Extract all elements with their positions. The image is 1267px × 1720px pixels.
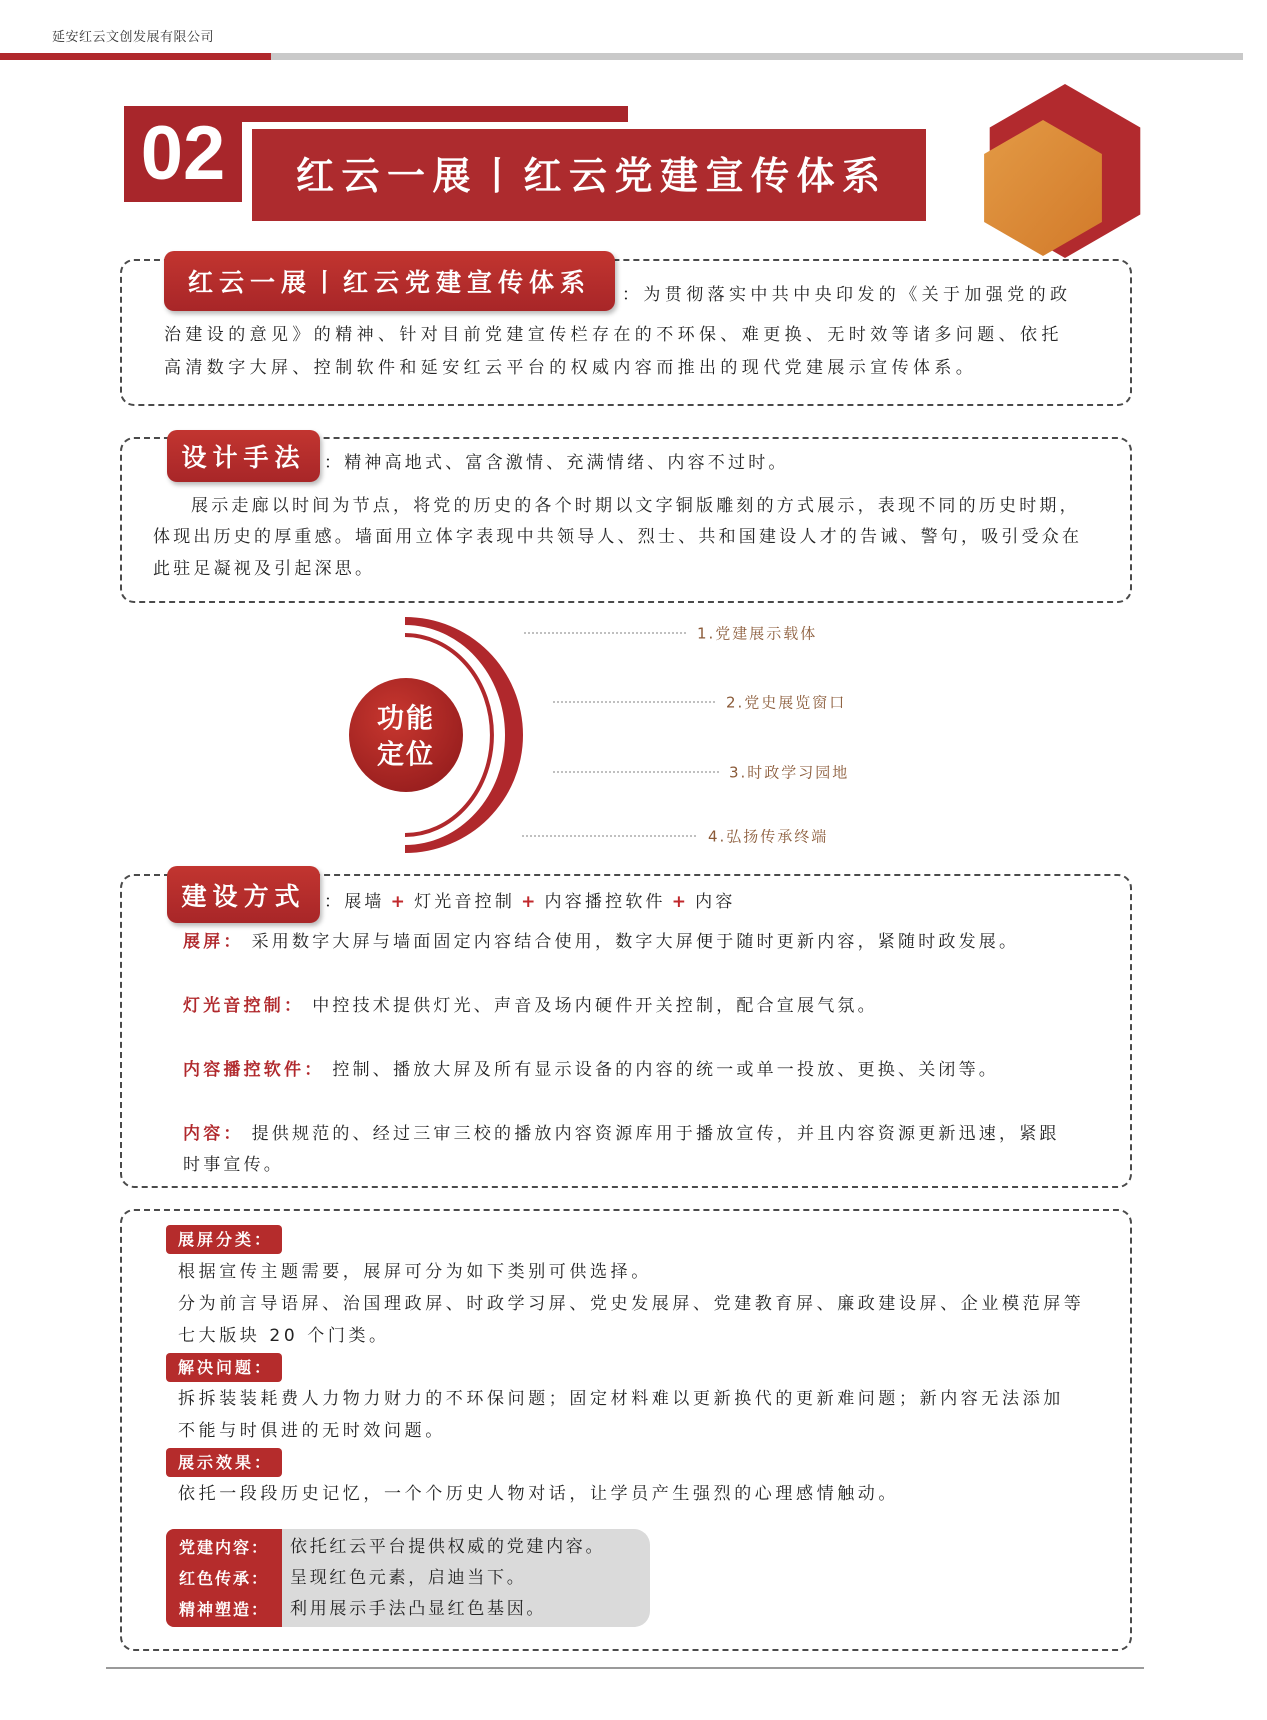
construction-intro-item: 展墙	[344, 892, 385, 912]
construction-intro	[324, 890, 736, 914]
plus-sign: +	[521, 892, 539, 912]
construction-intro-item: 内容播控软件	[544, 892, 666, 912]
footer-divider	[106, 1667, 1144, 1669]
highlights-row	[166, 1563, 650, 1594]
construction-intro-colon: ：	[324, 892, 345, 912]
construction-row-label: 展屏：	[183, 932, 244, 952]
highlights-table	[166, 1529, 650, 1627]
intro-text-line: 高清数字大屏、控制软件和延安红云平台的权威内容而推出的现代党建展示宣传体系。	[164, 358, 978, 378]
display-effect-tag: 展示效果：	[166, 1448, 282, 1477]
screen-category-line: 七大版块 20 个门类。	[178, 1326, 390, 1346]
diagram-item-4: 4.弘扬传承终端	[708, 827, 829, 846]
construction-row-text: 采用数字大屏与墙面固定内容结合使用，数字大屏便于随时更新内容，紧随时政发展。	[251, 932, 1020, 952]
construction-row-text: 中控技术提供灯光、声音及场内硬件开关控制，配合宣展气氛。	[312, 996, 878, 1016]
construction-row-label: 灯光音控制：	[183, 996, 305, 1016]
highlights-row	[166, 1594, 650, 1625]
construction-row-text: 控制、播放大屏及所有显示设备的内容的统一或单一投放、更换、关闭等。	[332, 1060, 1000, 1080]
page-title: 红云一展丨红云党建宣传体系	[249, 126, 926, 221]
intro-section-label: 红云一展丨红云党建宣传体系	[164, 251, 615, 311]
diagram-center-line-1: 功能	[377, 703, 435, 735]
screen-category-line: 分为前言导语屏、治国理政屏、时政学习屏、党史发展屏、党建教育屏、廉政建设屏、企业模范屏等	[178, 1294, 1085, 1314]
intro-text-line: ：为贯彻落实中共中央印发的《关于加强党的政	[622, 285, 1072, 305]
design-method-text-line: 此驻足凝视及引起深思。	[153, 559, 376, 579]
screen-category-tag: 展屏分类：	[166, 1225, 282, 1254]
highlights-row-text: 利用展示手法凸显红色基因。	[290, 1599, 547, 1619]
construction-row-label: 内容播控软件：	[183, 1060, 325, 1080]
problem-solved-tag: 解决问题：	[166, 1353, 282, 1382]
diagram-item-3: 3.时政学习园地	[729, 763, 850, 782]
diagram-center-line-2: 定位	[377, 739, 435, 771]
construction-row	[183, 1058, 999, 1082]
diagram-item-2: 2.党史展览窗口	[726, 693, 847, 712]
construction-label: 建设方式	[167, 866, 320, 923]
construction-row-continuation: 时事宣传。	[183, 1155, 284, 1175]
diagram-item-1: 1.党建展示载体	[697, 624, 818, 643]
construction-intro-item: 内容	[695, 892, 736, 912]
construction-row-text: 提供规范的、经过三审三校的播放内容资源库用于播放宣传，并且内容资源更新迅速，紧跟	[251, 1124, 1060, 1144]
highlights-row-text: 呈现红色元素，启迪当下。	[290, 1568, 527, 1588]
problem-solved-line: 拆拆装装耗费人力物力财力的不环保问题；固定材料难以更新换代的更新难问题；新内容无法添加	[178, 1389, 1064, 1409]
design-method-text-line: 体现出历史的厚重感。墙面用立体字表现中共领导人、烈士、共和国建设人才的告诫、警句，吸引受众在	[153, 527, 1083, 547]
construction-intro-item: 灯光音控制	[414, 892, 516, 912]
intro-text-line: 治建设的意见》的精神、针对目前党建宣传栏存在的不环保、难更换、无时效等诸多问题、依托	[164, 325, 1063, 345]
plus-sign: +	[671, 892, 690, 912]
design-method-label: 设计手法	[167, 430, 320, 482]
highlights-row-label: 党建内容：	[178, 1538, 269, 1557]
screen-category-line: 根据宣传主题需要，展屏可分为如下类别可供选择。	[178, 1262, 652, 1282]
design-method-text-line: 展示走廊以时间为节点，将党的历史的各个时期以文字铜版雕刻的方式展示，表现不同的历史时期，	[191, 496, 1080, 516]
highlights-row	[166, 1532, 650, 1563]
plus-sign: +	[390, 892, 409, 912]
highlights-row-text: 依托红云平台提供权威的党建内容。	[290, 1537, 606, 1557]
highlights-row-label: 红色传承：	[178, 1569, 269, 1588]
diagram-center-circle	[349, 678, 463, 792]
company-name: 延安红云文创发展有限公司	[52, 30, 215, 45]
display-effect-line: 依托一段段历史记忆，一个个历史人物对话，让学员产生强烈的心理感情触动。	[178, 1484, 899, 1504]
construction-row	[183, 930, 1019, 954]
construction-row-label: 内容：	[183, 1124, 244, 1144]
highlights-row-label: 精神塑造：	[178, 1600, 269, 1619]
design-method-intro: ：精神高地式、富含激情、充满情绪、内容不过时。	[324, 453, 789, 473]
problem-solved-line: 不能与时俱进的无时效问题。	[178, 1421, 446, 1441]
section-number: 02	[124, 106, 242, 202]
construction-row	[183, 1122, 1060, 1146]
construction-row	[183, 994, 878, 1018]
